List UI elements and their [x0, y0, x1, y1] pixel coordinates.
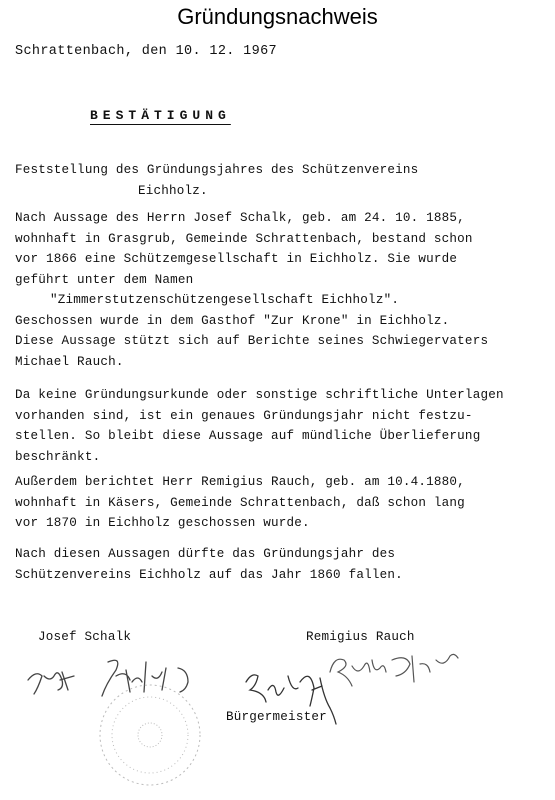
text-line: Michael Rauch.	[15, 354, 124, 369]
text-line: Außerdem berichtet Herr Remigius Rauch, geb. am 10.4.1880,	[15, 475, 465, 489]
signatory-name-rauch: Remigius Rauch	[306, 630, 415, 644]
text-line: Schützenvereins Eichholz auf das Jahr 1860 fallen.	[15, 567, 403, 582]
text-line: beschränkt.	[15, 449, 101, 464]
official-seal	[100, 685, 200, 785]
text-line: vor 1866 eine Schützemgesellschaft in Eichholz. Sie wurde	[15, 252, 458, 266]
handwritten-signature-schalk	[28, 660, 188, 696]
document-heading: Gründungsnachweis	[177, 4, 378, 29]
handwritten-signature-rauch	[330, 654, 458, 686]
text-line: "Zimmerstutzenschützengesellschaft Eichholz".	[50, 293, 400, 307]
text-line: wohnhaft in Käsers, Gemeinde Schrattenbach, daß schon lang	[15, 495, 465, 510]
signatory-name-schalk: Josef Schalk	[38, 630, 132, 644]
text-line: stellen. So bleibt diese Aussage auf mündliche Überlieferung	[15, 429, 481, 443]
document-title: BESTÄTIGUNG	[90, 108, 231, 123]
text-line: Feststellung des Gründungsjahres des Schützenvereins	[15, 163, 419, 177]
text-line: wohnhaft in Grasgrub, Gemeinde Schrattenbach, bestand schon	[15, 231, 473, 246]
text-line: Geschossen wurde in dem Gasthof "Zur Krone" in Eichholz.	[15, 313, 450, 328]
place-date-line: Schrattenbach, den 10. 12. 1967	[15, 44, 277, 59]
text-line: Nach Aussage des Herrn Josef Schalk, geb. am 24. 10. 1885,	[15, 211, 465, 225]
text-line: Eichholz.	[138, 183, 208, 198]
text-line: Nach diesen Aussagen dürfte das Gründungsjahr des	[15, 547, 396, 561]
text-line: vor 1870 in Eichholz geschossen wurde.	[15, 516, 310, 530]
text-line: Diese Aussage stützt sich auf Berichte seines Schwiegervaters	[15, 334, 489, 348]
text-line: vorhanden sind, ist ein genaues Gründungsjahr nicht festzu-	[15, 408, 473, 423]
text-line: Da keine Gründungsurkunde oder sonstige schriftliche Unterlagen	[15, 388, 504, 402]
mayor-label: Bürgermeister	[226, 710, 327, 724]
text-line: geführt unter dem Namen	[15, 272, 194, 287]
